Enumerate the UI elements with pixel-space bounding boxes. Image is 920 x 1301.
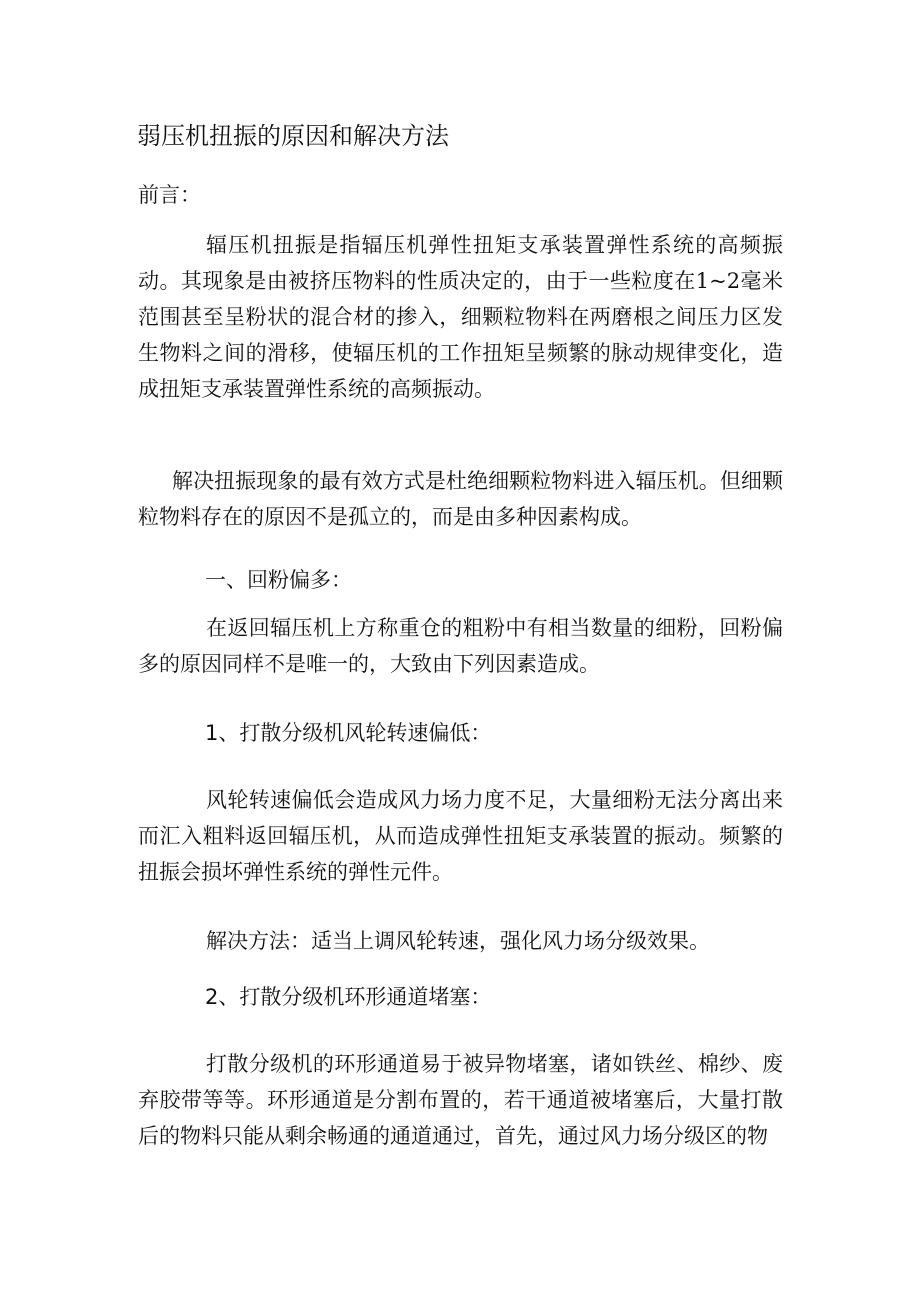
subheading-2-text: 、打散分级机环形通道堵塞：	[218, 985, 492, 1009]
paragraph-intro: 辐压机扭振是指辐压机弹性扭矩支承装置弹性系统的高频振动。其现象是由被挤压物料的性质决定的，由于一些粒度在1~2毫米范围甚至呈粉状的混合材的掺入，细颗粒物料在两磨根之间压力区发生物料之间的滑移，使辐压机的工作扭矩呈频繁的脉动规律变化，造成扭矩支承装置弹性系统的高频振动。	[138, 233, 783, 401]
subheading-1-number: 1	[205, 721, 219, 745]
subheading-1	[205, 715, 491, 751]
subheading-2	[205, 979, 491, 1015]
paragraph-return-powder: 在返回辐压机上方称重仓的粗粉中有相当数量的细粉，回粉偏多的原因同样不是唯一的，大致由下列因素造成。	[138, 616, 783, 676]
paragraph-fan-speed-solution: 解决方法：适当上调风轮转速，强化风力场分级效果。	[206, 929, 710, 953]
paragraph-fan-speed: 风轮转速偏低会造成风力场力度不足，大量细粉无法分离出来而汇入粗料返回辐压机，从而造成弹性扭矩支承装置的振动。频繁的扭振会损坏弹性系统的弹性元件。	[138, 788, 783, 884]
document-title: 弱压机扭振的原因和解决方法	[137, 122, 449, 150]
subheading-2-number: 2	[205, 985, 219, 1009]
paragraph-channel-blockage: 打散分级机的环形通道易于被异物堵塞，诸如铁丝、棉纱、废弃胶带等等。环形通道是分割布置的，若干通道被堵塞后，大量打散后的物料只能从剩余畅通的通道通过，首先，通过风力场分级区的物	[138, 1052, 783, 1148]
subheading-1-text: 、打散分级机风轮转速偏低：	[218, 721, 492, 745]
paragraph-solution-summary: 解决扭振现象的最有效方式是杜绝细颗粒物料进入辐压机。但细颗粒物料存在的原因不是孤立的，而是由多种因素构成。	[138, 469, 783, 529]
preface-label: 前言：	[138, 183, 201, 207]
section-heading-1: 一、回粉偏多：	[205, 568, 352, 592]
